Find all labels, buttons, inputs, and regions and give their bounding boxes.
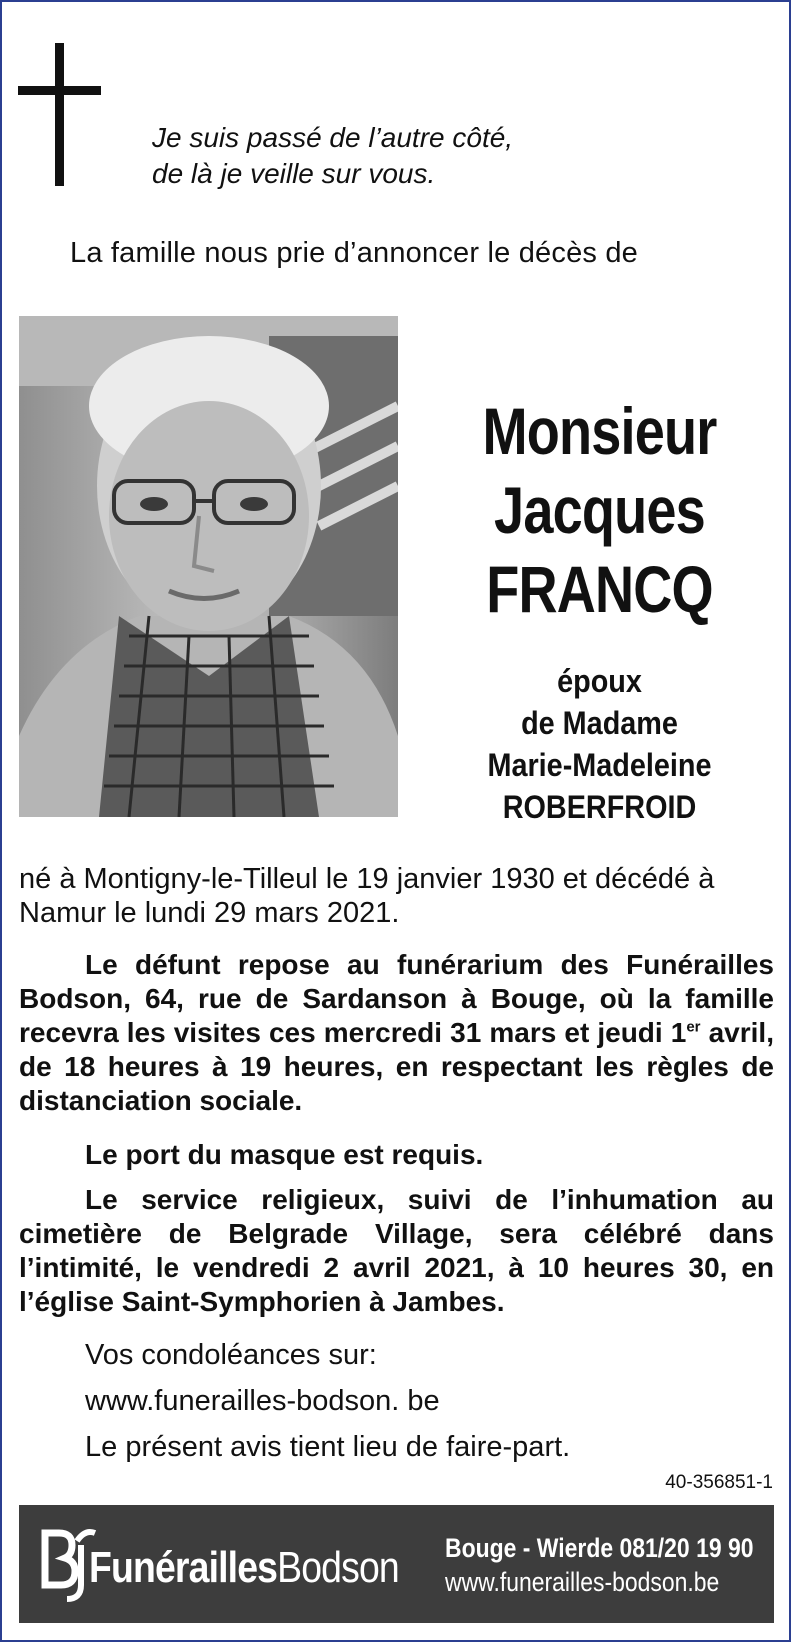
service-text: Le service religieux, suivi de l’inhumation au cimetière de Belgrade Village, sera célébré dans l’intimité, le vendredi 2 avril 2021, à 10 heures 30, en l’église Saint-Symphorien à Jambes. bbox=[19, 1184, 774, 1317]
visitation-text-start: Le défunt repose au funérarium des Funérailles Bodson, 64, rue de Sardanson à Bouge, où la famille recevra les visites ces mercredi 31 mars et jeudi 1 bbox=[19, 949, 774, 1048]
footer-contact bbox=[445, 1531, 754, 1599]
condolences-url[interactable]: www.funerailles-bodson. be bbox=[85, 1385, 440, 1417]
footer-locations: Bouge - Wierde bbox=[445, 1533, 614, 1563]
spouse-prefix: de Madame bbox=[521, 705, 678, 741]
birth-death-text: né à Montigny-le-Tilleul le 19 janvier 1930 et décédé à Namur le lundi 29 mars 2021. bbox=[19, 863, 715, 929]
brand-name-part-2: Bodson bbox=[277, 1543, 399, 1592]
visitation-paragraph bbox=[19, 948, 774, 1118]
visitation-superscript: er bbox=[686, 1018, 701, 1036]
condolences-label: Vos condoléances sur: bbox=[85, 1339, 377, 1371]
intro-text: La famille nous prie d’annoncer le décès de bbox=[70, 237, 639, 269]
cross-icon-bar bbox=[18, 86, 101, 95]
verse bbox=[152, 120, 513, 192]
spouse-block bbox=[458, 660, 742, 828]
mask-paragraph bbox=[19, 1138, 774, 1172]
deceased-first-name: Jacques bbox=[494, 473, 705, 547]
verse-line-2: de là je veille sur vous. bbox=[152, 158, 436, 189]
mask-text: Le port du masque est requis. bbox=[85, 1139, 484, 1170]
brand-name bbox=[89, 1543, 399, 1593]
deceased-name bbox=[446, 392, 754, 629]
bodson-logo-icon bbox=[37, 1523, 97, 1603]
reference-number: 40-356851-1 bbox=[665, 1472, 773, 1493]
footer-banner bbox=[19, 1505, 774, 1623]
deceased-title: Monsieur bbox=[482, 394, 717, 468]
notice-text: Le présent avis tient lieu de faire-part. bbox=[85, 1431, 571, 1463]
spouse-relation: époux bbox=[557, 663, 642, 699]
footer-phone[interactable]: 081/20 19 90 bbox=[619, 1533, 754, 1563]
brand-name-part-1: Funérailles bbox=[89, 1543, 278, 1592]
spouse-first-name: Marie-Madeleine bbox=[487, 747, 712, 783]
deceased-last-name: FRANCQ bbox=[486, 552, 713, 626]
visitation-text-end: avril, de 18 heures à 19 heures, en respectant les règles de distanciation sociale. bbox=[19, 1017, 774, 1116]
cross-icon bbox=[55, 43, 64, 186]
spouse-last-name: ROBERFROID bbox=[502, 789, 697, 825]
service-paragraph bbox=[19, 1183, 774, 1319]
footer-website[interactable]: www.funerailles-bodson.be bbox=[445, 1567, 720, 1597]
verse-line-1: Je suis passé de l’autre côté, bbox=[152, 122, 514, 153]
portrait-photo bbox=[19, 316, 398, 817]
